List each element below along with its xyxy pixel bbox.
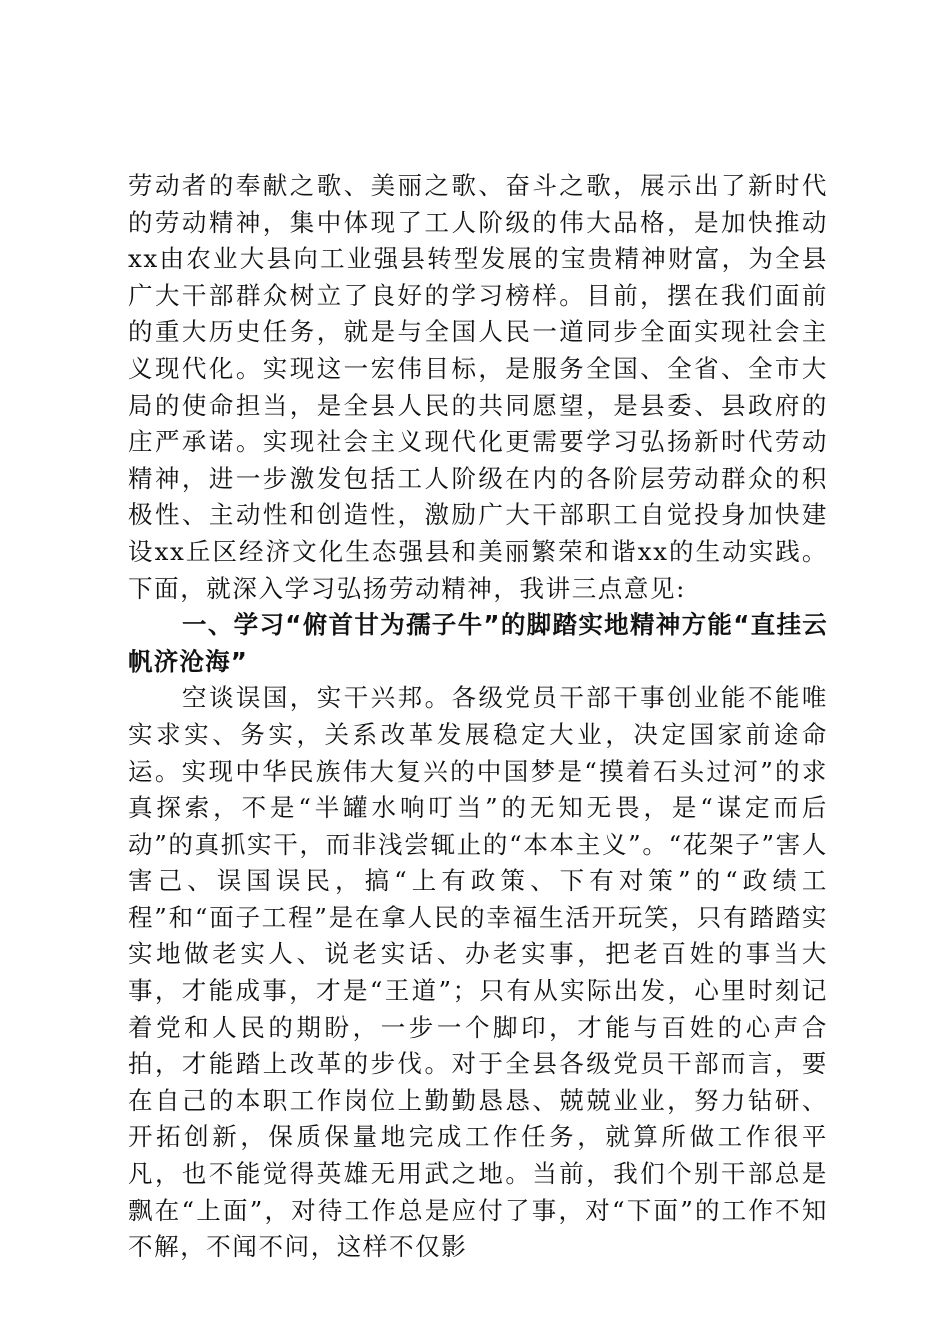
body-paragraph-2: 空谈误国，实干兴邦。各级党员干部干事创业能不能唯实求实、务实，关系改革发展稳定大业，决定国家前途命运。实现中华民族伟大复兴的中国梦是“摸着石头过河”的求真探索，不是“半罐水响叮当”的无知无畏，是“谋定而后动”的真抓实干，而非浅尝辄止的“本本主义”。“花架子”害人害己、误国误民，搞“上有政策、下有对策”的“政绩工程”和“面子工程”是在拿人民的幸福生活开玩笑，只有踏踏实实地做老实人、说老实话、办老实事，把老百姓的事当大事，才能成事，才是“王道”；只有从实际出发，心里时刻记着党和人民的期盼，一步一个脚印，才能与百姓的心声合拍，才能踏上改革的步伐。对于全县各级党员干部而言，要在自己的本职工作岗位上勤勤恳恳、兢兢业业，努力钻研、开拓创新，保质保量地完成工作任务，就算所做工作很平凡，也不能觉得英雄无用武之地。当前，我们个别干部总是飘在“上面”，对待工作总是应付了事，对“下面”的工作不知不解，不闻不问，这样不仅影	[128, 683, 828, 1262]
document-body	[128, 168, 828, 1266]
section-heading-1: 一、学习“俯首甘为孺子牛”的脚踏实地精神方能“直挂云帆济沧海”	[128, 610, 828, 676]
body-paragraph-1: 劳动者的奉献之歌、美丽之歌、奋斗之歌，展示出了新时代的劳动精神，集中体现了工人阶级的伟大品格，是加快推动xx由农业大县向工业强县转型发展的宝贵精神财富，为全县广大干部群众树立了良好的学习榜样。目前，摆在我们面前的重大历史任务，就是与全国人民一道同步全面实现社会主义现代化。实现这一宏伟目标，是服务全国、全省、全市大局的使命担当，是全县人民的共同愿望，是县委、县政府的庄严承诺。实现社会主义现代化更需要学习弘扬新时代劳动精神，进一步激发包括工人阶级在内的各阶层劳动群众的积极性、主动性和创造性，激励广大干部职工自觉投身加快建设xx丘区经济文化生态强县和美丽繁荣和谐xx的生动实践。下面，就深入学习弘扬劳动精神，我讲三点意见:	[128, 171, 828, 603]
